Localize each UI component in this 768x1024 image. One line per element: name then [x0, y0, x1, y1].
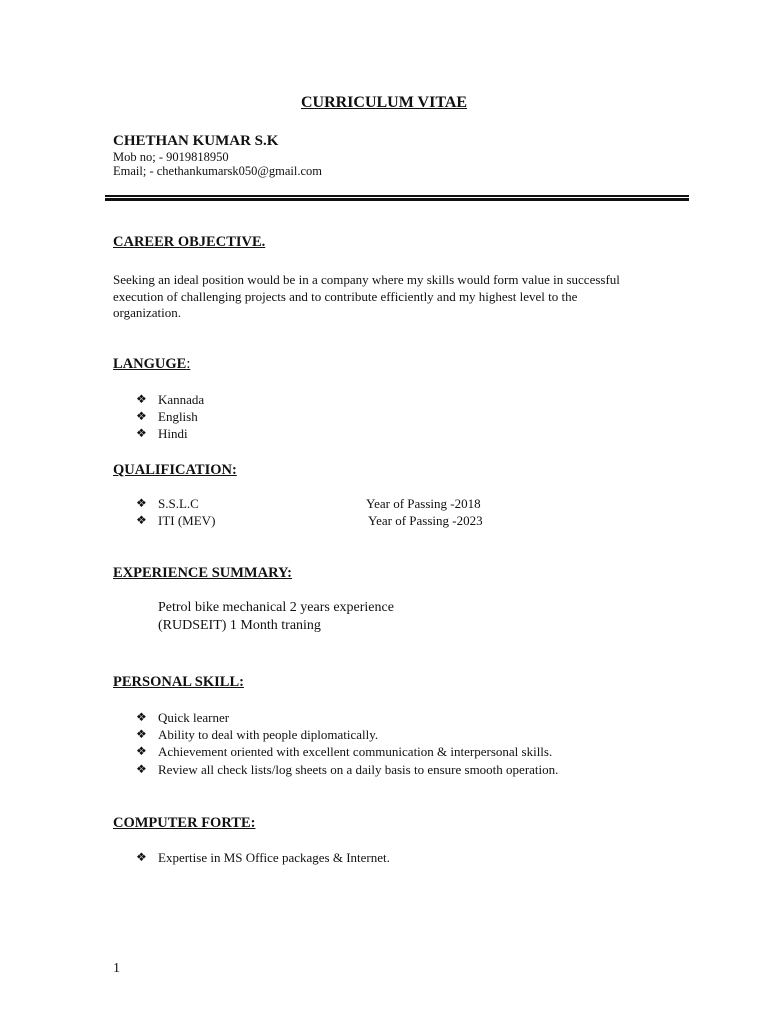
skill-item: Quick learner	[158, 710, 230, 725]
divider-line	[105, 195, 689, 197]
career-objective-line: Seeking an ideal position would be in a company where my skills would form value in successful	[113, 272, 620, 287]
computer-forte-item: Expertise in MS Office packages & Internet.	[158, 850, 390, 865]
bullet-icon: ❖	[136, 426, 147, 440]
bullet-icon: ❖	[136, 762, 147, 776]
language-item: English	[158, 409, 198, 424]
personal-skill-heading: PERSONAL SKILL:	[113, 674, 244, 690]
qualification-name: S.S.L.C	[158, 496, 199, 511]
bullet-icon: ❖	[136, 513, 147, 527]
skill-item: Achievement oriented with excellent communication & interpersonal skills.	[158, 744, 553, 759]
language-item: Kannada	[158, 392, 205, 407]
qualification-year: Year of Passing -2018	[366, 496, 481, 511]
bullet-icon: ❖	[136, 496, 147, 510]
email-address: Email; - chethankumarsk050@gmail.com	[113, 164, 323, 178]
language-heading: LANGUGE	[113, 356, 187, 372]
bullet-icon: ❖	[136, 710, 147, 724]
skill-item: Review all check lists/log sheets on a daily basis to ensure smooth operation.	[158, 762, 559, 777]
language-item: Hindi	[158, 426, 188, 441]
page-number: 1	[113, 961, 120, 976]
experience-line: Petrol bike mechanical 2 years experience	[158, 600, 394, 615]
language-heading-wrap	[113, 356, 190, 373]
qualification-heading: QUALIFICATION:	[113, 462, 237, 478]
career-objective-heading: CAREER OBJECTIVE.	[113, 234, 266, 250]
bullet-icon: ❖	[136, 744, 147, 758]
bullet-icon: ❖	[136, 850, 147, 864]
document-title: CURRICULUM VITAE	[300, 94, 468, 111]
bullet-icon: ❖	[136, 392, 147, 406]
qualification-name: ITI (MEV)	[158, 513, 216, 528]
mobile-number: Mob no; - 9019818950	[113, 150, 229, 164]
career-objective-line: organization.	[113, 305, 181, 320]
experience-line: (RUDSEIT) 1 Month traning	[158, 618, 321, 633]
divider-line-thick	[105, 198, 689, 201]
skill-item: Ability to deal with people diplomatically.	[158, 727, 379, 742]
language-heading-colon: :	[186, 356, 191, 372]
qualification-year: Year of Passing -2023	[368, 513, 483, 528]
bullet-icon: ❖	[136, 409, 147, 423]
experience-heading: EXPERIENCE SUMMARY:	[113, 565, 293, 581]
computer-forte-heading: COMPUTER FORTE:	[113, 815, 256, 831]
bullet-icon: ❖	[136, 727, 147, 741]
career-objective-line: execution of challenging projects and to contribute efficiently and my highest level to the	[113, 289, 578, 304]
candidate-name: CHETHAN KUMAR S.K	[113, 133, 279, 149]
